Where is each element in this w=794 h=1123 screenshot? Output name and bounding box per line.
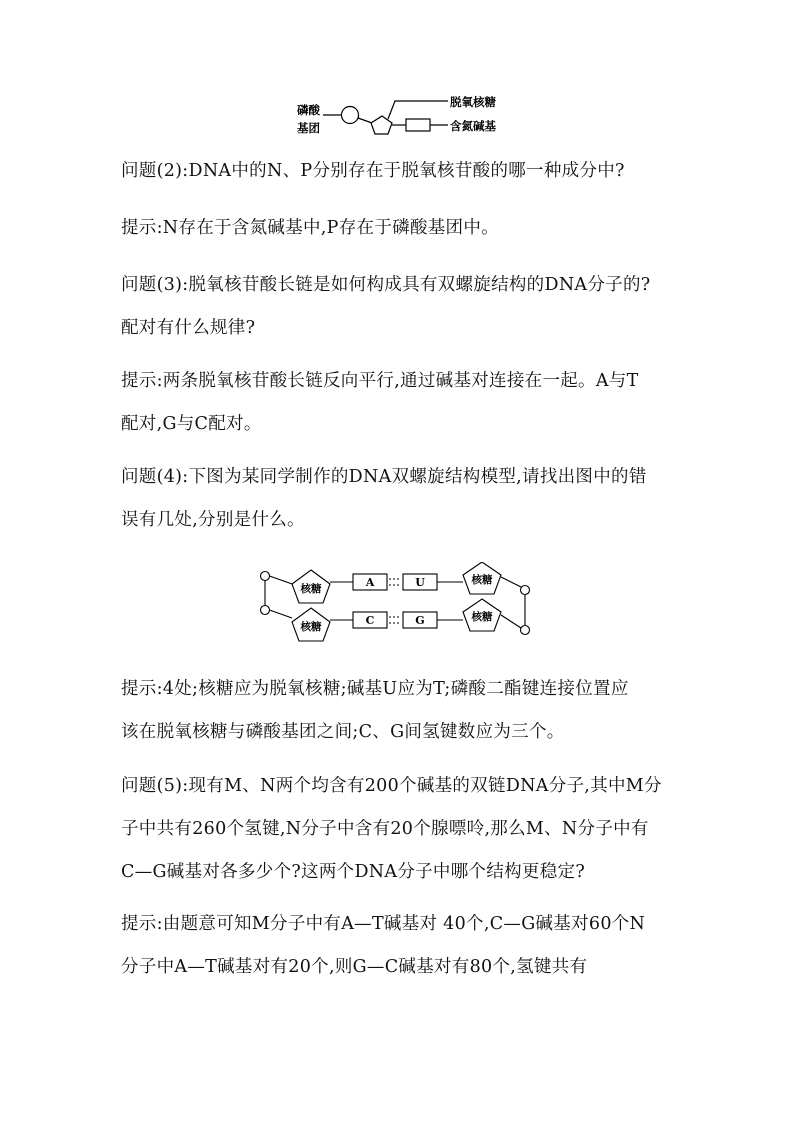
phosphate-circle (261, 606, 270, 615)
backbone-line (501, 577, 521, 587)
q4-hint-line2: 该在脱氧核糖与磷酸基团之间;C、G间氢键数应为三个。 (121, 722, 565, 742)
q3-hint-line1: 提示:两条脱氧核苷酸长链反向平行,通过碱基对连接在一起。A与T (121, 371, 639, 391)
sugar-label: 核糖 (300, 583, 322, 595)
q3-question-block (121, 264, 681, 350)
q4-hint-block (121, 668, 681, 754)
backbone-line (501, 615, 521, 628)
q3-hint-line2: 配对,G与C配对。 (121, 414, 262, 434)
base-rectangle (406, 119, 430, 131)
q5-hint-block (121, 903, 681, 989)
q3-question-line1: 问题(3):脱氧核苷酸长链是如何构成具有双螺旋结构的DNA分子的? (121, 275, 651, 295)
backbone-line (270, 610, 293, 618)
base-label: A (365, 576, 375, 589)
base-label: G (415, 614, 425, 627)
sugar-label: 核糖 (471, 574, 493, 586)
phosphate-circle (521, 586, 530, 595)
q2-question: 问题(2):DNA中的N、P分别存在于脱氧核苷酸的哪一种成分中? (121, 161, 625, 181)
q4-hint-line1: 提示:4处;核糖应为脱氧核糖;碱基U应为T;磷酸二酯键连接位置应 (121, 679, 629, 699)
sugar-label: 脱氧核糖 (450, 95, 496, 109)
q5-hint-line2: 分子中A—T碱基对有20个,则G—C碱基对有80个,氢键共有 (121, 957, 588, 977)
q2-hint: 提示:N存在于含氮碱基中,P存在于磷酸基团中。 (121, 218, 499, 238)
backbone-line (270, 576, 293, 584)
q2-block (121, 150, 681, 193)
phosphate-label-line1: 磷酸 (297, 103, 320, 117)
nucleotide-diagram (285, 92, 515, 148)
phosphate-circle (521, 626, 530, 635)
q3-hint-block (121, 360, 681, 446)
base-label: U (415, 576, 425, 589)
phosphate-circle (342, 107, 359, 124)
q4-question-line2: 误有几处,分别是什么。 (121, 510, 305, 530)
phosphate-circle (261, 572, 270, 581)
sugar-pointer-line (388, 101, 448, 119)
base-label: 含氮碱基 (450, 119, 496, 133)
base-label: C (365, 614, 375, 627)
q5-question-block (121, 765, 681, 894)
q5-question-line3: C—G碱基对各多少个?这两个DNA分子中哪个结构更稳定? (121, 862, 586, 882)
q2-hint-block (121, 207, 681, 250)
q4-question-block (121, 456, 681, 542)
sugar-label: 核糖 (300, 621, 322, 633)
q4-question-line1: 问题(4):下图为某同学制作的DNA双螺旋结构模型,请找出图中的错 (121, 467, 647, 487)
phosphate-label-line2: 基团 (297, 121, 320, 135)
q3-question-line2: 配对有什么规律? (121, 318, 256, 338)
dna-model-diagram (255, 562, 540, 644)
phosphate-sugar-link (358, 118, 372, 123)
sugar-label: 核糖 (471, 611, 493, 623)
q5-hint-line1: 提示:由题意可知M分子中有A—T碱基对 40个,C—G碱基对60个N (121, 914, 646, 934)
sugar-pentagon (371, 116, 392, 134)
q5-question-line2: 子中共有260个氢键,N分子中含有20个腺嘌呤,那么M、N分子中有 (121, 819, 649, 839)
q5-question-line1: 问题(5):现有M、N两个均含有200个碱基的双链DNA分子,其中M分 (121, 776, 662, 796)
